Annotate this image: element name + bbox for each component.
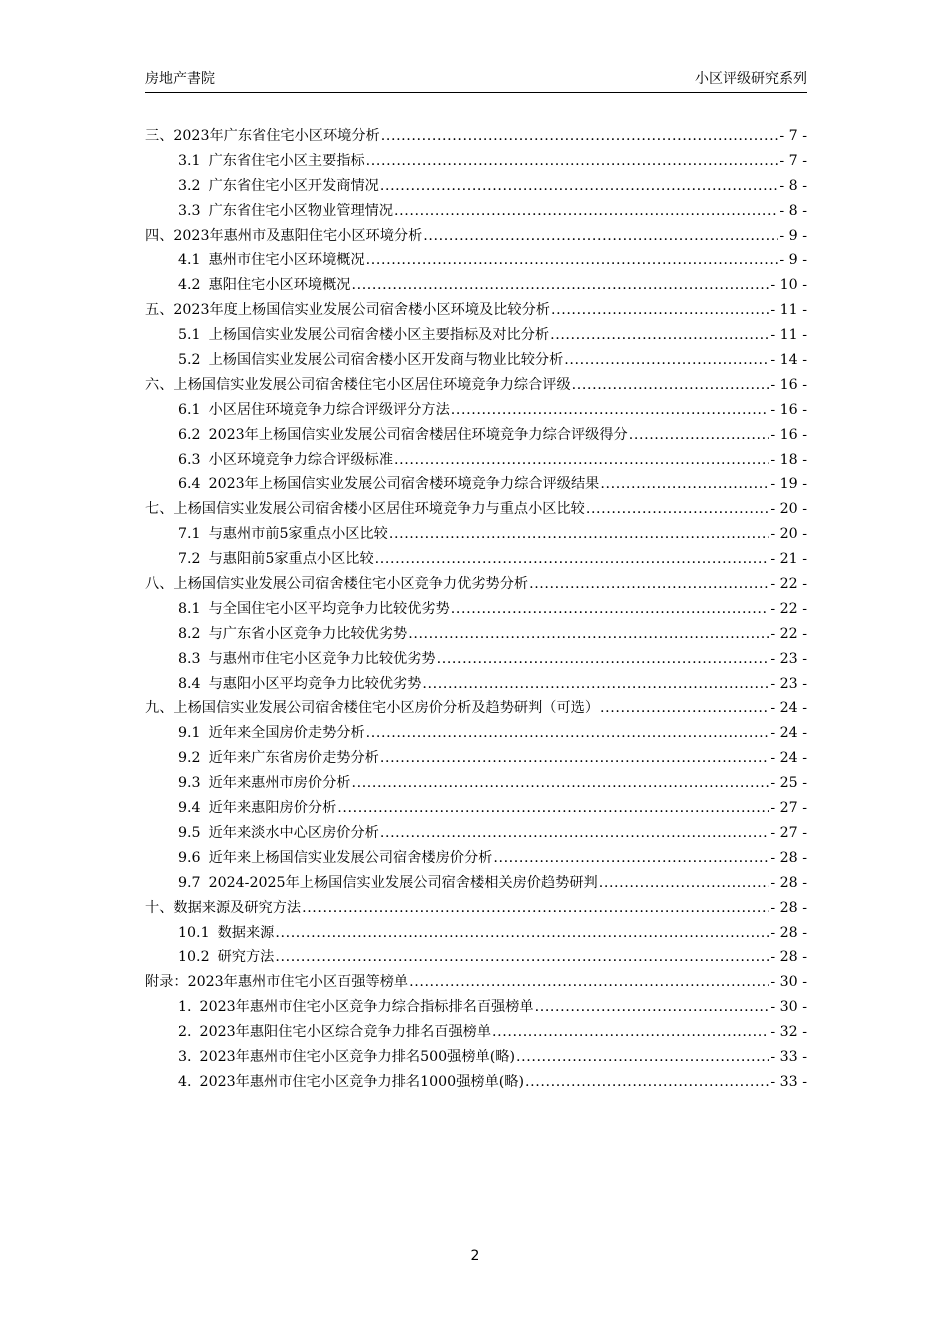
toc-dot-leader	[600, 472, 769, 497]
toc-entry[interactable]	[145, 696, 807, 721]
toc-entry-title: 与全国住宅小区平均竞争力比较优劣势	[208, 600, 450, 617]
toc-entry-title: 七、上杨国信实业发展公司宿舍楼小区居住环境竞争力与重点小区比较	[145, 501, 585, 518]
toc-entry-page: - 7 -	[779, 152, 807, 169]
toc-entry-title: 与惠州市住宅小区竞争力比较优劣势	[208, 650, 436, 667]
toc-entry-page: - 16 -	[770, 376, 807, 393]
toc-entry-title: 惠阳住宅小区环境概况	[208, 277, 351, 294]
toc-entry-number: 3.3	[178, 202, 201, 219]
toc-entry-number: 9.6	[178, 849, 201, 866]
toc-entry-title: 2023年惠阳住宅小区综合竞争力排名百强榜单	[199, 1024, 492, 1041]
toc-entry-page: - 16 -	[770, 401, 807, 418]
header-series-title: 小区评级研究系列	[695, 71, 807, 87]
toc-entry-number: 10.2	[178, 949, 210, 966]
toc-dot-leader	[380, 746, 769, 771]
toc-dot-leader	[599, 871, 770, 896]
toc-entry[interactable]	[145, 124, 807, 149]
toc-entry-number: 5.1	[178, 327, 201, 344]
toc-entry-number: 6.2	[178, 426, 201, 443]
toc-entry[interactable]	[145, 1045, 807, 1070]
toc-entry-number: 5.2	[178, 352, 201, 369]
toc-entry-title: 广东省住宅小区主要指标	[208, 152, 365, 169]
toc-dot-leader	[572, 373, 770, 398]
toc-entry-title: 近年来广东省房价走势分析	[208, 750, 379, 767]
toc-dot-leader	[586, 497, 770, 522]
toc-dot-leader	[525, 1070, 769, 1095]
toc-dot-leader	[535, 995, 770, 1020]
toc-entry-number: 4.	[178, 1073, 192, 1090]
table-of-contents	[145, 124, 807, 1095]
toc-entry-title: 惠州市住宅小区环境概况	[208, 252, 365, 269]
toc-entry[interactable]	[145, 672, 807, 697]
toc-entry-page: - 22 -	[770, 625, 807, 642]
toc-entry-title: 三、2023年广东省住宅小区环境分析	[145, 128, 380, 144]
toc-entry[interactable]	[145, 248, 807, 273]
toc-entry-number: 10.1	[178, 924, 210, 941]
toc-dot-leader	[492, 1020, 769, 1045]
toc-entry[interactable]	[145, 472, 807, 497]
toc-entry[interactable]	[145, 1020, 807, 1045]
toc-entry-page: - 22 -	[770, 576, 807, 593]
toc-entry-page: - 24 -	[770, 750, 807, 767]
toc-entry-title: 六、上杨国信实业发展公司宿舍楼住宅小区居住环境竞争力综合评级	[145, 376, 571, 393]
toc-dot-leader	[437, 647, 770, 672]
toc-dot-leader	[451, 398, 770, 423]
toc-entry-page: - 20 -	[770, 501, 807, 518]
toc-entry-page: - 32 -	[770, 1024, 807, 1041]
toc-entry[interactable]	[145, 224, 807, 249]
toc-entry-title: 十、数据来源及研究方法	[145, 899, 302, 916]
toc-dot-leader	[380, 174, 779, 199]
toc-entry[interactable]	[145, 448, 807, 473]
toc-entry[interactable]	[145, 796, 807, 821]
toc-entry[interactable]	[145, 348, 807, 373]
toc-entry[interactable]	[145, 995, 807, 1020]
toc-entry-page: - 28 -	[770, 849, 807, 866]
toc-entry-title: 九、上杨国信实业发展公司宿舍楼住宅小区房价分析及趋势研判（可选）	[145, 700, 600, 717]
toc-entry-page: - 33 -	[770, 1048, 807, 1065]
toc-entry-title: 上杨国信实业发展公司宿舍楼小区开发商与物业比较分析	[208, 352, 564, 369]
toc-dot-leader	[366, 149, 779, 174]
toc-entry-page: - 27 -	[770, 824, 807, 841]
toc-entry-page: - 16 -	[770, 426, 807, 443]
toc-entry[interactable]	[145, 647, 807, 672]
toc-entry[interactable]	[145, 896, 807, 921]
toc-entry[interactable]	[145, 373, 807, 398]
toc-entry-title: 2023年惠州市住宅小区竞争力排名500强榜单(略)	[199, 1048, 515, 1065]
toc-dot-leader	[302, 896, 769, 921]
toc-entry-title: 近年来惠州市房价分析	[208, 775, 351, 792]
toc-entry-page: - 28 -	[770, 949, 807, 966]
toc-entry-page: - 23 -	[770, 650, 807, 667]
page-number: 2	[470, 1248, 480, 1264]
toc-entry-page: - 21 -	[770, 551, 807, 568]
toc-entry-number: 7.2	[178, 551, 201, 568]
toc-entry-page: - 22 -	[770, 600, 807, 617]
toc-entry[interactable]	[145, 199, 807, 224]
toc-dot-leader	[381, 124, 779, 149]
toc-entry[interactable]	[145, 945, 807, 970]
toc-entry-page: - 9 -	[779, 252, 807, 269]
toc-entry-page: - 24 -	[770, 700, 807, 717]
toc-entry-title: 与广东省小区竞争力比较优劣势	[208, 625, 408, 642]
toc-entry-page: - 14 -	[770, 352, 807, 369]
toc-dot-leader	[337, 796, 769, 821]
toc-dot-leader	[389, 522, 769, 547]
toc-entry[interactable]	[145, 622, 807, 647]
toc-entry-page: - 30 -	[770, 974, 807, 991]
toc-entry-title: 研究方法	[217, 949, 275, 966]
toc-entry-number: 4.2	[178, 277, 201, 294]
toc-entry-number: 4.1	[178, 252, 201, 269]
toc-entry[interactable]	[145, 298, 807, 323]
toc-entry-page: - 18 -	[770, 451, 807, 468]
toc-entry-title: 上杨国信实业发展公司宿舍楼小区主要指标及对比分析	[208, 327, 550, 344]
toc-dot-leader	[375, 547, 770, 572]
toc-entry-title: 近年来全国房价走势分析	[208, 725, 365, 742]
toc-entry[interactable]	[145, 572, 807, 597]
toc-entry[interactable]	[145, 273, 807, 298]
toc-entry[interactable]	[145, 771, 807, 796]
toc-dot-leader	[516, 1045, 769, 1070]
toc-entry-number: 9.1	[178, 725, 201, 742]
toc-entry[interactable]	[145, 398, 807, 423]
toc-entry-number: 9.4	[178, 800, 201, 817]
toc-entry[interactable]	[145, 323, 807, 348]
toc-entry-title: 八、上杨国信实业发展公司宿舍楼住宅小区竞争力优劣势分析	[145, 576, 529, 593]
toc-entry[interactable]	[145, 921, 807, 946]
toc-entry[interactable]	[145, 821, 807, 846]
toc-dot-leader	[564, 348, 769, 373]
toc-dot-leader	[275, 945, 769, 970]
toc-entry-number: 3.2	[178, 177, 201, 194]
toc-dot-leader	[366, 248, 779, 273]
toc-entry[interactable]	[145, 423, 807, 448]
toc-entry[interactable]	[145, 149, 807, 174]
toc-entry[interactable]	[145, 547, 807, 572]
toc-entry-page: - 10 -	[770, 277, 807, 294]
toc-entry-number: 8.1	[178, 600, 201, 617]
toc-dot-leader	[423, 224, 778, 249]
toc-entry-page: - 28 -	[770, 874, 807, 891]
toc-entry-title: 2023年惠州市住宅小区竞争力排名1000强榜单(略)	[199, 1073, 525, 1090]
toc-dot-leader	[409, 970, 769, 995]
toc-entry-title: 2023年惠州市住宅小区竞争力综合指标排名百强榜单	[199, 999, 534, 1016]
toc-entry-number: 6.3	[178, 451, 201, 468]
toc-entry-number: 9.2	[178, 750, 201, 767]
toc-entry-page: - 19 -	[770, 476, 807, 493]
toc-entry[interactable]	[145, 970, 807, 995]
toc-entry-title: 近年来淡水中心区房价分析	[208, 824, 379, 841]
toc-entry-page: - 25 -	[770, 775, 807, 792]
toc-entry[interactable]	[145, 597, 807, 622]
toc-entry[interactable]	[145, 871, 807, 896]
toc-dot-leader	[551, 298, 769, 323]
toc-entry-number: 8.2	[178, 625, 201, 642]
toc-entry-title: 与惠阳前5家重点小区比较	[208, 551, 374, 568]
toc-entry-page: - 28 -	[770, 899, 807, 916]
toc-entry-title: 五、2023年度上杨国信实业发展公司宿舍楼小区环境及比较分析	[145, 302, 550, 319]
toc-entry[interactable]	[145, 746, 807, 771]
toc-dot-leader	[493, 846, 769, 871]
toc-entry-title: 2024-2025年上杨国信实业发展公司宿舍楼相关房价趋势研判	[208, 874, 598, 891]
toc-dot-leader	[380, 821, 769, 846]
toc-entry-title: 四、2023年惠州市及惠阳住宅小区环境分析	[145, 227, 423, 244]
toc-entry[interactable]	[145, 497, 807, 522]
toc-dot-leader	[600, 696, 769, 721]
toc-dot-leader	[275, 921, 769, 946]
toc-entry-title: 与惠州市前5家重点小区比较	[208, 526, 388, 543]
toc-dot-leader	[529, 572, 769, 597]
toc-dot-leader	[366, 721, 770, 746]
toc-entry-page: - 30 -	[770, 999, 807, 1016]
toc-entry-page: - 11 -	[770, 327, 807, 344]
toc-entry[interactable]	[145, 1070, 807, 1095]
toc-dot-leader	[422, 672, 769, 697]
toc-entry-title: 与惠阳小区平均竞争力比较优劣势	[208, 675, 422, 692]
toc-entry-page: - 27 -	[770, 800, 807, 817]
toc-entry-page: - 23 -	[770, 675, 807, 692]
toc-entry-page: - 8 -	[779, 202, 807, 219]
toc-entry[interactable]	[145, 522, 807, 547]
toc-dot-leader	[451, 597, 770, 622]
toc-entry-page: - 24 -	[770, 725, 807, 742]
toc-entry-title: 小区居住环境竞争力综合评级评分方法	[208, 401, 450, 418]
toc-entry-number: 3.1	[178, 152, 201, 169]
toc-dot-leader	[394, 199, 778, 224]
toc-entry-number: 9.5	[178, 824, 201, 841]
toc-entry-number: 3.	[178, 1048, 192, 1065]
toc-entry-page: - 33 -	[770, 1073, 807, 1090]
toc-entry-title: 2023年上杨国信实业发展公司宿舍楼居住环境竞争力综合评级得分	[208, 426, 628, 443]
toc-entry-title: 广东省住宅小区开发商情况	[208, 177, 379, 194]
header-publisher: 房地产書院	[145, 71, 215, 87]
toc-entry-title: 附录：2023年惠州市住宅小区百强等榜单	[145, 974, 409, 991]
toc-entry-title: 近年来惠阳房价分析	[208, 800, 337, 817]
toc-dot-leader	[351, 273, 769, 298]
toc-entry-title: 2023年上杨国信实业发展公司宿舍楼环境竞争力综合评级结果	[208, 476, 600, 493]
toc-entry[interactable]	[145, 721, 807, 746]
toc-entry-page: - 9 -	[779, 227, 807, 244]
toc-entry-title: 数据来源	[217, 924, 275, 941]
toc-entry-number: 9.3	[178, 775, 201, 792]
toc-entry-page: - 11 -	[770, 302, 807, 319]
toc-entry-title: 广东省住宅小区物业管理情况	[208, 202, 394, 219]
toc-dot-leader	[351, 771, 769, 796]
toc-entry-title: 小区环境竞争力综合评级标准	[208, 451, 394, 468]
toc-entry-number: 6.4	[178, 476, 201, 493]
toc-entry-page: - 8 -	[779, 177, 807, 194]
toc-entry-number: 7.1	[178, 526, 201, 543]
toc-dot-leader	[394, 448, 769, 473]
toc-entry-number: 1.	[178, 999, 192, 1016]
toc-entry-page: - 28 -	[770, 924, 807, 941]
toc-dot-leader	[629, 423, 770, 448]
toc-entry-title: 近年来上杨国信实业发展公司宿舍楼房价分析	[208, 849, 493, 866]
toc-entry[interactable]	[145, 174, 807, 199]
toc-entry-number: 9.7	[178, 874, 201, 891]
toc-entry-number: 8.3	[178, 650, 201, 667]
toc-entry-page: - 20 -	[770, 526, 807, 543]
toc-dot-leader	[408, 622, 769, 647]
toc-entry-number: 6.1	[178, 401, 201, 418]
toc-dot-leader	[550, 323, 769, 348]
page-header	[145, 66, 807, 93]
toc-entry-page: - 7 -	[779, 128, 807, 144]
toc-entry[interactable]	[145, 846, 807, 871]
toc-entry-number: 2.	[178, 1024, 192, 1041]
toc-entry-number: 8.4	[178, 675, 201, 692]
